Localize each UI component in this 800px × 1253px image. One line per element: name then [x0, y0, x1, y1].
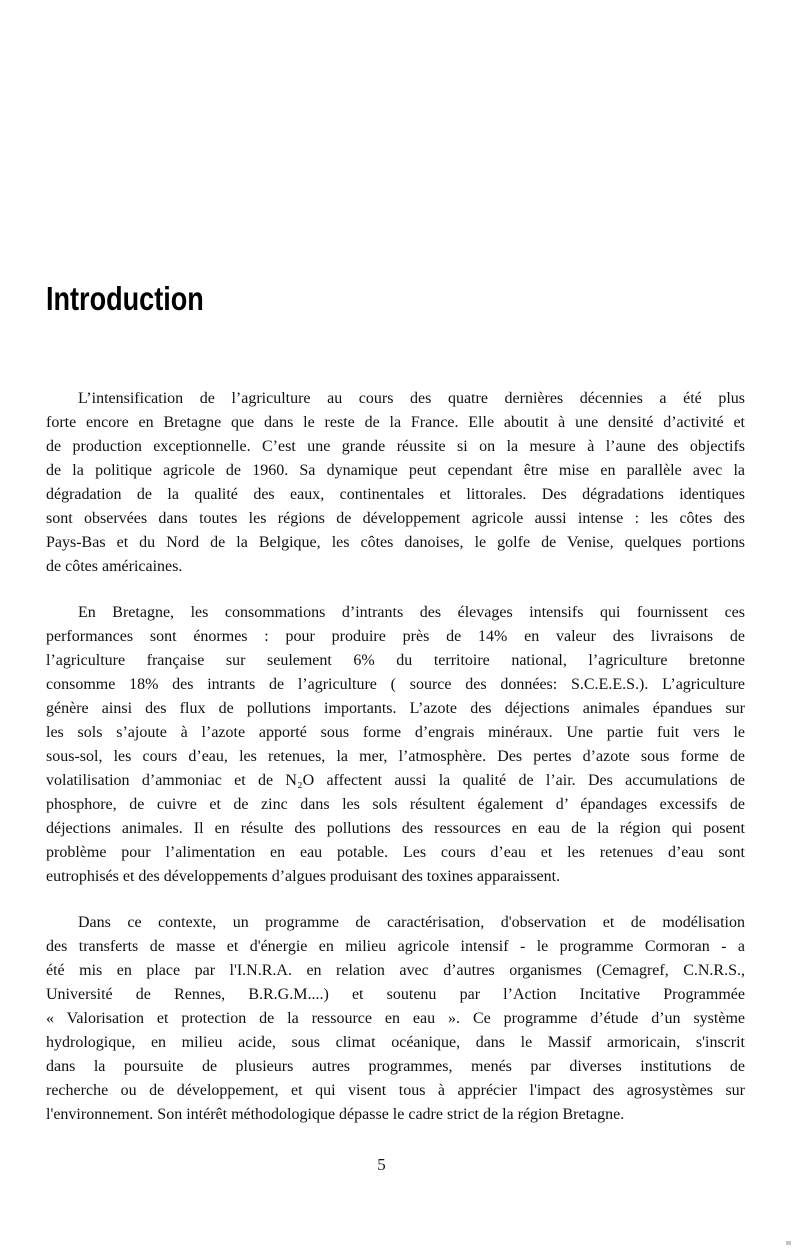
text-line: sous-sol, les cours d’eau, les retenues, la mer, l’atmosphère. Des pertes d’azote sous forme de: [46, 748, 745, 765]
text-line: l’agriculture française sur seulement 6% du territoire national, l’agriculture bretonne: [46, 652, 745, 669]
text-line: les sols s’ajoute à l’azote apporté sous forme d’engrais minéraux. Une partie fuit vers le: [46, 724, 745, 741]
text-line: problème pour l’alimentation en eau potable. Les cours d’eau et les retenues d’eau sont: [46, 844, 745, 861]
paragraph: [46, 601, 745, 889]
text-line: L’intensification de l’agriculture au cours des quatre dernières décennies a été plus: [78, 390, 745, 407]
text-line: de côtes américaines.: [46, 558, 183, 575]
page-title: Introduction: [46, 280, 204, 317]
text-line: consomme 18% des intrants de l’agriculture ( source des données: S.C.E.E.S.). L’agriculture: [46, 676, 745, 693]
text-line: de production exceptionnelle. C’est une grande réussite si on la mesure à l’aune des objectifs: [46, 438, 745, 455]
text-line: forte encore en Bretagne que dans le reste de la France. Elle aboutit à une densité d’activité et: [46, 414, 745, 431]
scan-artifact-speck: [786, 1241, 791, 1245]
text-line: hydrologique, en milieu acide, sous climat océanique, dans le Massif armoricain, s'inscrit: [46, 1034, 745, 1051]
paragraph: [46, 911, 745, 1127]
text-line: phosphore, de cuivre et de zinc dans les sols résultent également d’ épandages excessifs de: [46, 796, 745, 813]
text-line: dans la poursuite de plusieurs autres programmes, menés par diverses institutions de: [46, 1058, 745, 1075]
text-line: Université de Rennes, B.R.G.M....) et soutenu par l’Action Incitative Programmée: [46, 986, 745, 1003]
text-line: performances sont énormes : pour produire près de 14% en valeur des livraisons de: [46, 628, 745, 645]
text-line: En Bretagne, les consommations d’intrants des élevages intensifs qui fournissent ces: [78, 604, 745, 621]
text-line: recherche ou de développement, et qui visent tous à apprécier l'impact des agrosystèmes sur: [46, 1082, 745, 1099]
text-line: dégradation de la qualité des eaux, continentales et littorales. Des dégradations identiques: [46, 486, 745, 503]
text-line: Dans ce contexte, un programme de caractérisation, d'observation et de modélisation: [78, 914, 745, 931]
text-line: été mis en place par l'I.N.R.A. en relation avec d’autres organismes (Cemagref, C.N.R.S.,: [46, 962, 745, 979]
text-line: sont observées dans toutes les régions de développement agricole aussi intense : les côtes des: [46, 510, 745, 527]
text-line: volatilisation d’ammoniac et de N₂O affectent aussi la qualité de l’air. Des accumulations de: [46, 772, 745, 789]
text-line: Pays-Bas et du Nord de la Belgique, les côtes danoises, le golfe de Venise, quelques portions: [46, 534, 745, 551]
text-line: l'environnement. Son intérêt méthodologique dépasse le cadre strict de la région Bretagne.: [46, 1106, 625, 1123]
text-line: « Valorisation et protection de la ressource en eau ». Ce programme d’étude d’un système: [46, 1010, 745, 1027]
text-line: des transferts de masse et d'énergie en milieu agricole intensif - le programme Cormoran - a: [46, 938, 745, 955]
paragraph: [46, 387, 745, 579]
body-text: [46, 387, 745, 1127]
page-number: 5: [377, 1155, 386, 1174]
text-line: génère ainsi des flux de pollutions importants. L’azote des déjections animales épandues sur: [46, 700, 745, 717]
text-line: de la politique agricole de 1960. Sa dynamique peut cependant être mise en parallèle avec la: [46, 462, 745, 479]
text-line: eutrophisés et des développements d’algues produisant des toxines apparaissent.: [46, 868, 561, 885]
text-line: déjections animales. Il en résulte des pollutions des ressources en eau de la région qui posent: [46, 820, 745, 837]
